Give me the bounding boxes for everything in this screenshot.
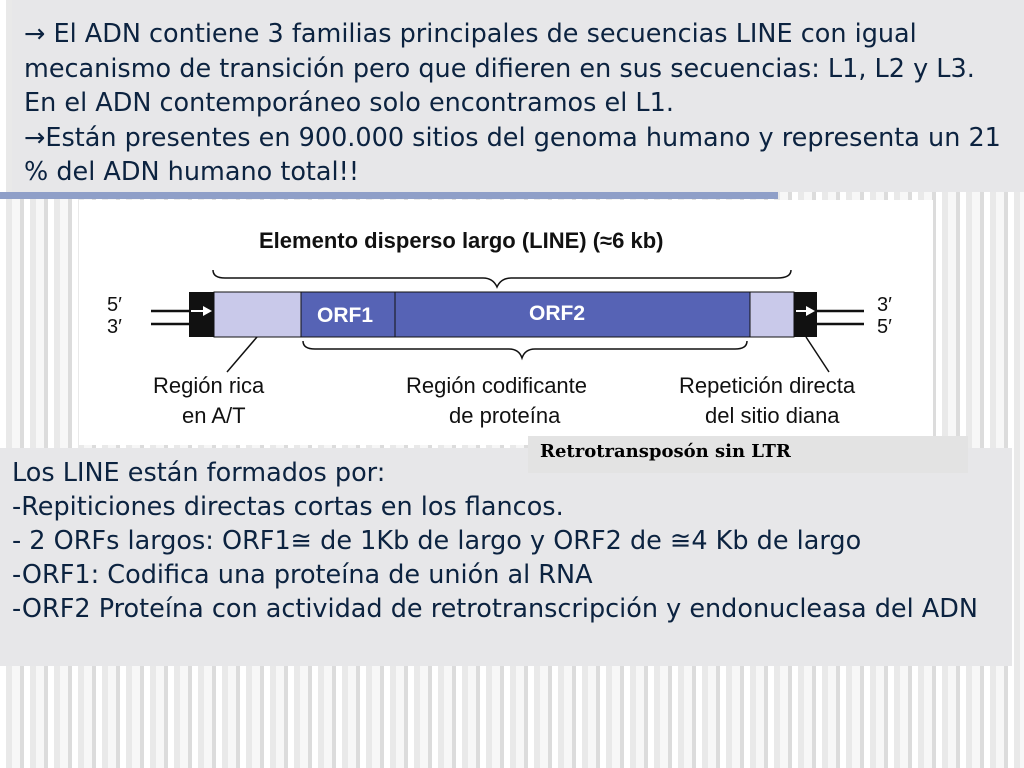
coding-region-label-line1: Región codificante [406, 373, 588, 398]
summary-text [12, 456, 1012, 626]
orf1-label: ORF1 [317, 304, 374, 327]
intro-paragraph-families: → El ADN contiene 3 familias principales de secuencias LINE con igual mecanismo de transición pero que difieren en sus secuencias: L1, L2 y L3. En el ADN contemporáneo solo encontramos el L1. [24, 19, 975, 118]
summary-line-intro: Los LINE están formados por: [12, 458, 386, 488]
right-direct-repeat [794, 292, 817, 337]
figure-caption: Retrotransposón sin LTR [540, 441, 791, 462]
line-diagram-svg [79, 200, 933, 445]
repeat-label-line1: Repetición directa [679, 373, 856, 398]
at-region-pointer [227, 337, 257, 372]
right-at-rich-region [750, 292, 794, 337]
left-5prime-label: 5′ [107, 294, 122, 316]
left-at-rich-region [214, 292, 301, 337]
diagram-title: Elemento disperso largo (LINE) (≈6 kb) [259, 228, 664, 253]
intro-text [24, 17, 1014, 190]
at-region-label-line1: Región rica [153, 373, 265, 398]
at-region-label-line2: en A/T [182, 403, 246, 428]
coding-region-label-line2: de proteína [449, 403, 561, 428]
right-5prime-label: 5′ [877, 316, 892, 338]
divider-bar [0, 192, 778, 199]
intro-paragraph-genome: →Están presentes en 900.000 sitios del genoma humano y representa un 21 % del ADN humano total!! [24, 122, 1001, 187]
repeat-label-line2: del sitio diana [705, 403, 840, 428]
summary-line-orf1: -ORF1: Codifica una proteína de unión al RNA [12, 560, 593, 590]
top-brace [213, 270, 791, 287]
left-3prime-label: 3′ [107, 316, 122, 338]
orf2-label: ORF2 [529, 302, 586, 325]
summary-line-repeats: -Repiticiones directas cortas en los flancos. [12, 492, 564, 522]
summary-line-orf2: -ORF2 Proteína con actividad de retrotranscripción y endonucleasa del ADN [12, 594, 978, 624]
summary-line-orfs: - 2 ORFs largos: ORF1≅ de 1Kb de largo y ORF2 de ≅4 Kb de largo [12, 526, 862, 556]
line-structure-diagram [79, 200, 933, 445]
repeat-pointer [806, 337, 829, 372]
coding-brace [303, 341, 747, 358]
right-3prime-label: 3′ [877, 294, 892, 316]
left-direct-repeat [189, 292, 214, 337]
